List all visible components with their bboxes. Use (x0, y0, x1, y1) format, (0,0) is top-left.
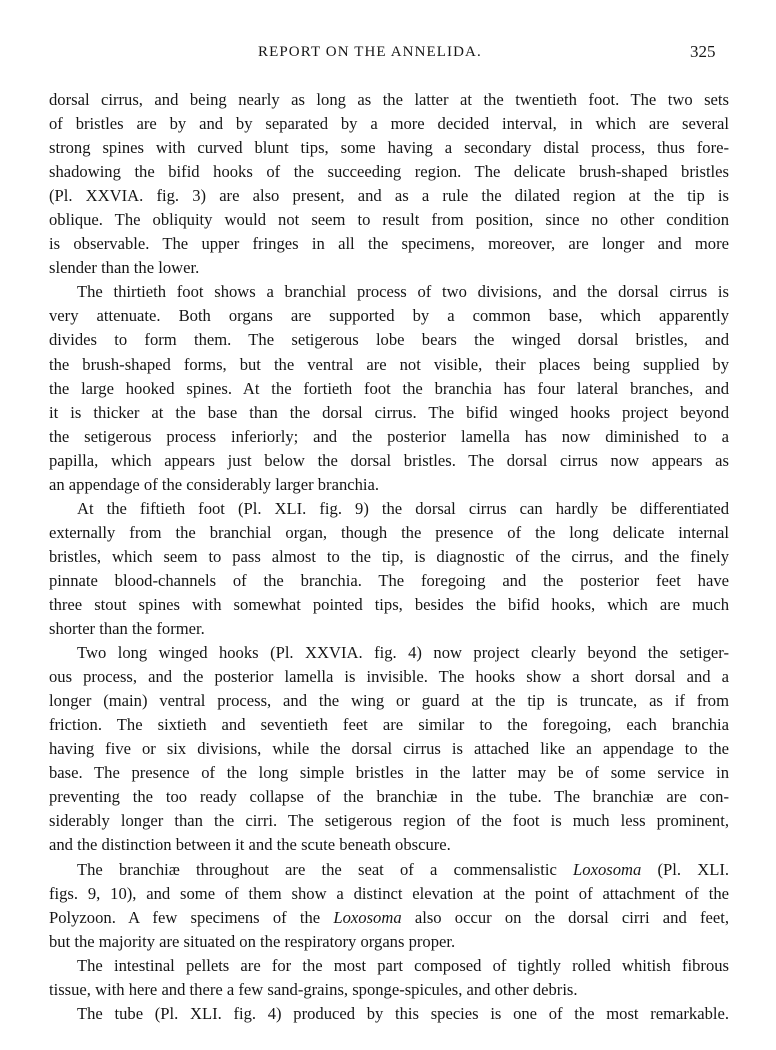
text-line (49, 449, 729, 473)
text-line-main: Polyzoon. A few specimens of the (49, 907, 321, 927)
page-number: 325 (690, 42, 716, 61)
body-text (49, 88, 729, 1026)
text-line (49, 737, 729, 761)
text-line (49, 785, 729, 809)
text-line (49, 401, 729, 425)
text-line-main: (Pl. XXVIA. fig. 3) are also present, and as a rule the dilated region at the tip is (49, 186, 729, 206)
text-line-italic: Loxosoma (333, 907, 402, 927)
text-line (49, 930, 729, 954)
text-line (49, 713, 729, 737)
text-line-main: Two long winged hooks (Pl. XXVIA. fig. 4) now project clearly beyond the setiger- (77, 643, 729, 663)
text-line (49, 425, 729, 449)
text-line-main: friction. The sixtieth and seventieth feet are similar to the foregoing, each branchia (49, 715, 729, 735)
text-line-main: pinnate blood-channels of the branchia. The foregoing and the posterior feet have (49, 570, 729, 590)
text-line (49, 882, 729, 906)
text-line-main: tissue, with here and there a few sand-grains, sponge-spicules, and other debris. (49, 979, 578, 999)
text-line-main: The tube (Pl. XLI. fig. 4) produced by this species is one of the most remarkable. (77, 1003, 729, 1023)
text-line (49, 136, 729, 160)
text-line (49, 978, 729, 1002)
text-line-main: externally from the branchial organ, though the presence of the long delicate internal (49, 522, 729, 542)
text-line (49, 280, 729, 304)
text-line-main: having five or six divisions, while the dorsal cirrus is attached like an appendage to the (49, 739, 729, 759)
text-line (49, 1002, 729, 1026)
text-line (49, 353, 729, 377)
text-line-main: preventing the too ready collapse of the branchiæ in the tube. The branchiæ are con- (49, 787, 729, 807)
text-line (49, 497, 729, 521)
text-line-after: (Pl. XLI. (657, 859, 730, 879)
text-line (49, 569, 729, 593)
text-line (49, 88, 729, 112)
text-line (49, 256, 729, 280)
text-line-after: also occur on the dorsal cirri and feet, (414, 907, 729, 927)
text-line-main: At the fiftieth foot (Pl. XLI. fig. 9) the dorsal cirrus can hardly be differentiated (77, 498, 729, 518)
text-line-main: oblique. The obliquity would not seem to result from position, since no other condition (49, 210, 729, 230)
text-line-main: an appendage of the considerably larger branchia. (49, 474, 380, 494)
text-line (49, 689, 729, 713)
text-line-main: and the distinction between it and the scute beneath obscure. (49, 835, 451, 855)
text-line-main: of bristles are by and by separated by a more decided interval, in which are several (49, 114, 729, 134)
text-line (49, 641, 729, 665)
text-line-main: very attenuate. Both organs are supported by a common base, which apparently (49, 306, 729, 326)
text-line-main: papilla, which appears just below the dorsal bristles. The dorsal cirrus now appears as (49, 450, 729, 470)
text-line (49, 304, 729, 328)
text-line (49, 184, 729, 208)
text-line (49, 593, 729, 617)
text-line (49, 232, 729, 256)
text-line-main: but the majority are situated on the respiratory organs proper. (49, 931, 456, 951)
text-line (49, 473, 729, 497)
text-line-main: is observable. The upper fringes in all the specimens, moreover, are longer and more (49, 234, 729, 254)
text-line-main: bristles, which seem to pass almost to the tip, is diagnostic of the cirrus, and the finely (49, 546, 729, 566)
text-line-main: divides to form them. The setigerous lobe bears the winged dorsal bristles, and (49, 330, 729, 350)
text-line (49, 377, 729, 401)
text-line (49, 906, 729, 930)
text-line-main: The branchiæ throughout are the seat of a commensalistic (77, 859, 557, 879)
text-line-main: the brush-shaped forms, but the ventral are not visible, their places being supplied by (49, 354, 729, 374)
text-line (49, 521, 729, 545)
text-line (49, 112, 729, 136)
text-line (49, 858, 729, 882)
text-line-main: base. The presence of the long simple bristles in the latter may be of some service in (49, 763, 729, 783)
text-line (49, 160, 729, 184)
text-line-main: it is thicker at the base than the dorsal cirrus. The bifid winged hooks project beyond (49, 402, 729, 422)
text-line (49, 208, 729, 232)
text-line-main: The intestinal pellets are for the most part composed of tightly rolled whitish fibrous (77, 955, 729, 975)
text-line-main: dorsal cirrus, and being nearly as long as the latter at the twentieth foot. The two sets (49, 90, 729, 109)
text-line (49, 617, 729, 641)
text-line (49, 809, 729, 833)
text-line-main: The thirtieth foot shows a branchial process of two divisions, and the dorsal cirrus is (77, 282, 729, 302)
text-line-main: figs. 9, 10), and some of them show a distinct elevation at the point of attachment of the (49, 883, 729, 903)
text-line-main: slender than the lower. (49, 258, 200, 278)
text-line-main: ous process, and the posterior lamella is invisible. The hooks show a short dorsal and a (49, 667, 729, 687)
text-line-main: shorter than the former. (49, 619, 205, 639)
text-line-main: longer (main) ventral process, and the wing or guard at the tip is truncate, as if from (49, 691, 729, 711)
text-line (49, 833, 729, 857)
text-line-main: strong spines with curved blunt tips, some having a secondary distal process, thus fore- (49, 138, 729, 158)
text-line-main: siderably longer than the cirri. The setigerous region of the foot is much less prominent, (49, 811, 729, 831)
text-line-main: shadowing the bifid hooks of the succeeding region. The delicate brush-shaped bristles (49, 162, 729, 182)
text-line-main: the large hooked spines. At the fortieth foot the branchia has four lateral branches, and (49, 378, 729, 398)
text-line (49, 328, 729, 352)
running-head: REPORT ON THE ANNELIDA. (258, 44, 482, 60)
text-line-main: the setigerous process inferiorly; and the posterior lamella has now diminished to a (49, 426, 729, 446)
text-line-italic: Loxosoma (573, 859, 642, 879)
text-line (49, 665, 729, 689)
text-line (49, 954, 729, 978)
text-line (49, 545, 729, 569)
text-line (49, 761, 729, 785)
text-line-main: three stout spines with somewhat pointed tips, besides the bifid hooks, which are much (49, 594, 729, 614)
